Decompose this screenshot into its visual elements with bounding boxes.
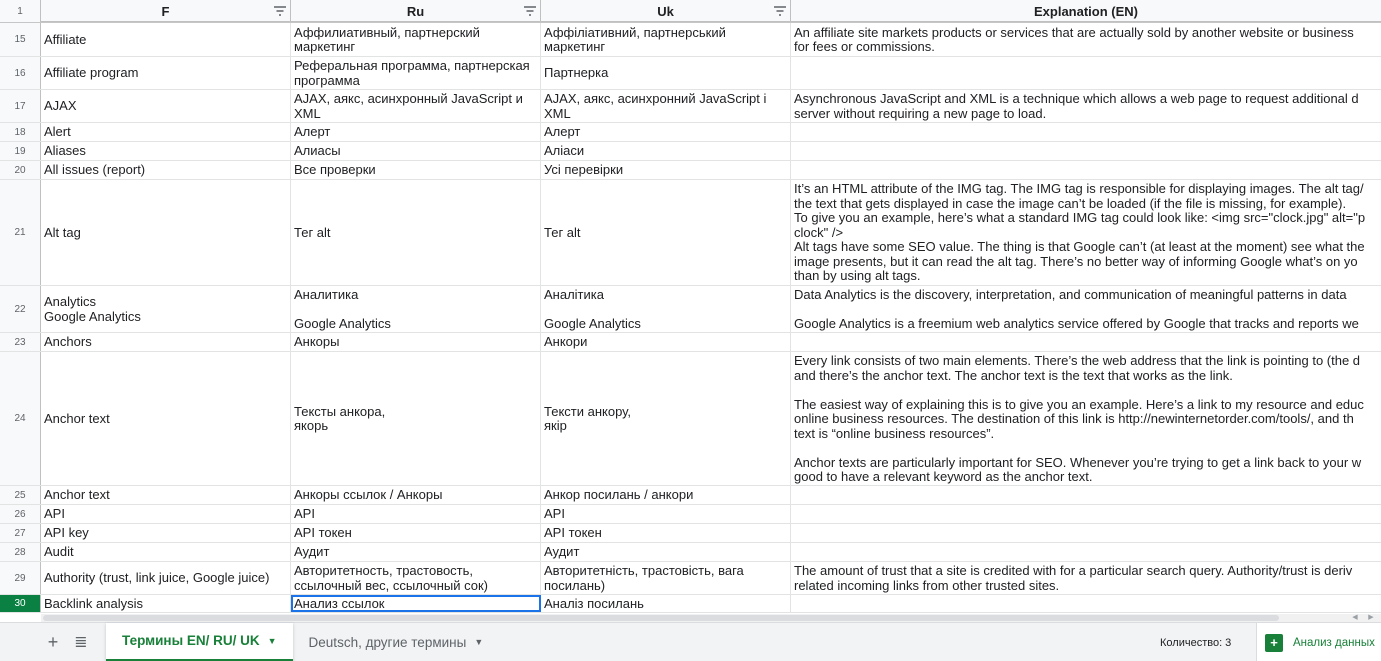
explanation-cell[interactable] [791,123,1381,141]
cell-text: AJAX, аякс, асинхронний JavaScript і XML [544,91,771,121]
cell-text: An affiliate site markets products or services that are actually sold by another website or business for fees or commissions. [794,24,1354,54]
cell-text: Авторитетність, трастовість, вага посилань) [544,563,748,593]
row-number[interactable]: 24 [0,352,41,485]
russian-cell[interactable] [291,333,541,351]
explanation-cell[interactable] [791,57,1381,89]
cell-text: API [294,506,315,522]
row-number[interactable]: 27 [0,524,41,542]
column-header-row [0,0,1381,22]
cell-text: Алерт [294,124,331,140]
term-cell[interactable] [41,286,291,332]
cell-text: Anchors [44,334,92,350]
cell-text: API [544,506,565,522]
cell-text: Тег alt [544,224,581,240]
cell-text: Analytics Google Analytics [44,294,141,324]
term-cell[interactable] [41,352,291,485]
add-sheet-button[interactable]: + [47,631,59,652]
ukrainian-cell[interactable] [541,524,791,542]
table-row [0,142,1381,161]
explanation-cell[interactable] [791,595,1381,612]
row-number[interactable]: 28 [0,543,41,561]
cell-text: Алиасы [294,143,341,159]
explore-icon: + [1265,634,1283,652]
ukrainian-cell[interactable] [541,90,791,122]
cell-text: Audit [44,544,74,560]
cell-text: API токен [294,525,352,541]
table-row [0,543,1381,562]
cell-text: Алерт [544,124,581,140]
term-cell[interactable] [41,524,291,542]
select-all-corner[interactable]: 1 [0,0,41,22]
cell-text: Anchor text [44,410,110,426]
explanation-cell[interactable] [791,23,1381,56]
explanation-cell[interactable] [791,180,1381,285]
selection-count[interactable]: Количество: 3 [1160,636,1232,649]
cell-text: Backlink analysis [44,595,143,611]
term-cell[interactable] [41,123,291,141]
russian-cell[interactable] [291,142,541,160]
ukrainian-cell[interactable] [541,286,791,332]
cell-text: Тег alt [294,224,331,240]
cell-text: Authority (trust, link juice, Google juice) [44,570,270,586]
term-cell[interactable] [41,333,291,351]
term-cell[interactable] [41,142,291,160]
cell-text: It’s an HTML attribute of the IMG tag. The IMG tag is responsible for displaying images. The alt tag/ the text that gets displayed in case the image can’t be loaded (if the file is missing, for example). To give you an example, here’s what a standard IMG tag could look like: <img src="clock.jpg" alt="p clock" /> Alt tags have some SEO value. The thing is that Google can’t (at least at the moment) see what the image presents, but it can read the alt tag. There’s no better way of informing Google what’s on yo than by using alt tags. [794,181,1366,283]
table-row [0,486,1381,505]
row-number[interactable]: 21 [0,180,41,285]
table-row [0,90,1381,123]
cell-text: Реферальная программа, партнерская программа [294,58,534,88]
explore-button[interactable] [1256,623,1381,661]
cell-text: Анализ ссылок [294,595,385,611]
row-number[interactable]: 30 [0,595,41,612]
ukrainian-cell[interactable] [541,352,791,485]
russian-cell[interactable] [291,505,541,523]
data-rows [0,23,1381,613]
sheet-tab-label: Термины EN/ RU/ UK [122,633,260,648]
filter-icon[interactable] [524,6,536,16]
column-header-label: Uk [657,3,674,19]
explanation-cell[interactable] [791,486,1381,504]
explanation-cell[interactable] [791,543,1381,561]
column-header-label: Ru [406,3,425,19]
cell-text: Аліаси [544,143,585,159]
explanation-cell[interactable] [791,505,1381,523]
row-number[interactable]: 18 [0,123,41,141]
term-cell[interactable] [41,180,291,285]
russian-cell[interactable] [291,180,541,285]
ukrainian-cell[interactable] [541,57,791,89]
sheet-tab-deutsch[interactable] [293,623,500,661]
explanation-cell[interactable] [791,161,1381,179]
all-sheets-button[interactable]: ≣ [74,634,88,651]
cell-text: Авторитетность, трастовость, ссылочный вес, ссылочный сок) [294,563,488,593]
filter-icon[interactable] [274,6,286,16]
cell-text: Аналитика Google Analytics [294,287,391,331]
column-header-uk[interactable] [541,0,791,22]
column-header-explanation[interactable] [791,0,1381,22]
table-row [0,562,1381,595]
cell-text: Анкоры ссылок / Анкоры [294,487,443,503]
ukrainian-cell[interactable] [541,486,791,504]
ukrainian-cell[interactable] [541,543,791,561]
scroll-right-icon[interactable]: ▶ [1368,614,1374,621]
explanation-cell[interactable] [791,142,1381,160]
table-row [0,180,1381,286]
term-cell[interactable] [41,543,291,561]
cell-text: Аналіз посилань [544,595,644,611]
table-row [0,123,1381,142]
cell-text: Аффилиативный, партнерский маркетинг [294,24,484,54]
cell-text: Every link consists of two main elements. There’s the web address that the link is pointing to (the d and there’s the anchor text. The anchor text is the text that works as the link. The easiest way of explaining this is to give you an example. Here’s a link to my resource and educ online business resources. The destination of this link is http://newinternetorder.com/tools/, and th text is “online business resources”. Anchor texts are particularly important for SEO. Whenever you’re trying to get a link back to your w good to have a relevant keyword as the anchor text. [794,353,1364,484]
cell-text: Аналітика Google Analytics [544,287,641,331]
chevron-down-icon[interactable]: ▼ [474,637,484,647]
row-number[interactable]: 15 [0,23,41,56]
term-cell[interactable] [41,23,291,56]
cell-text: The amount of trust that a site is credited with for a particular search query. Authority/trust is deriv related incoming links from other trusted sites. [794,563,1353,593]
russian-cell[interactable] [291,286,541,332]
table-row [0,161,1381,180]
ukrainian-cell[interactable] [541,505,791,523]
russian-cell[interactable] [291,595,541,612]
cell-text: Аудит [294,544,330,560]
column-header-label: Explanation (EN) [1033,3,1138,19]
cell-text: API key [44,525,89,541]
table-row [0,286,1381,333]
cell-text: Anchor text [44,487,110,503]
cell-text: API [44,506,65,522]
table-row [0,352,1381,486]
ukrainian-cell[interactable] [541,180,791,285]
term-cell[interactable] [41,90,291,122]
russian-cell[interactable] [291,486,541,504]
cell-text: Все проверки [294,162,376,178]
cell-text: Анкор посилань / анкори [544,487,694,503]
table-row [0,57,1381,90]
ukrainian-cell[interactable] [541,161,791,179]
russian-cell[interactable] [291,524,541,542]
row-number[interactable]: 22 [0,286,41,332]
term-cell[interactable] [41,161,291,179]
horizontal-scrollbar[interactable] [41,614,1381,622]
sheet-tab-terms-en-ru-uk[interactable] [106,623,293,661]
row-number[interactable]: 20 [0,161,41,179]
ukrainian-cell[interactable] [541,142,791,160]
row-number[interactable]: 16 [0,57,41,89]
explanation-cell[interactable] [791,352,1381,485]
chevron-down-icon[interactable]: ▼ [267,635,277,646]
explanation-cell[interactable] [791,562,1381,594]
cell-text: Тексты анкора, якорь [294,403,386,433]
table-row [0,595,1381,613]
sheet-tab-label: Deutsch, другие термины [308,634,467,650]
table-row [0,333,1381,352]
cell-text: Asynchronous JavaScript and XML is a technique which allows a web page to request additional d server without requiring a new page to load. [794,91,1359,121]
cell-text: Affiliate program [44,65,139,81]
cell-text: AJAX, аякс, асинхронный JavaScript и XML [294,91,527,121]
russian-cell[interactable] [291,562,541,594]
table-row [0,23,1381,57]
cell-text: Партнерка [544,65,609,81]
scroll-left-icon[interactable]: ◀ [1352,614,1358,621]
row-number[interactable]: 17 [0,90,41,122]
cell-text: Усі перевірки [544,162,624,178]
row-number[interactable]: 25 [0,486,41,504]
russian-cell[interactable] [291,90,541,122]
term-cell[interactable] [41,505,291,523]
cell-text: Тексти анкору, якір [544,403,631,433]
explanation-cell[interactable] [791,286,1381,332]
row-number[interactable]: 23 [0,333,41,351]
cell-text: Affiliate [44,31,87,47]
russian-cell[interactable] [291,543,541,561]
cell-text: Аудит [544,544,580,560]
table-row [0,524,1381,543]
scrollbar-thumb[interactable] [43,615,1279,621]
column-header-f[interactable] [41,0,291,22]
cell-text: All issues (report) [44,162,146,178]
term-cell[interactable] [41,595,291,612]
russian-cell[interactable] [291,123,541,141]
cell-text: Анкоры [294,334,340,350]
table-row [0,505,1381,524]
russian-cell[interactable] [291,57,541,89]
russian-cell[interactable] [291,23,541,56]
cell-text: API токен [544,525,602,541]
cell-text: Alert [44,124,71,140]
row-number[interactable]: 29 [0,562,41,594]
ukrainian-cell[interactable] [541,123,791,141]
explanation-cell[interactable] [791,90,1381,122]
ukrainian-cell[interactable] [541,23,791,56]
explanation-cell[interactable] [791,333,1381,351]
explanation-cell[interactable] [791,524,1381,542]
column-header-ru[interactable] [291,0,541,22]
ukrainian-cell[interactable] [541,562,791,594]
sheet-tab-bar [0,622,1381,661]
explore-label: Анализ данных [1293,636,1375,649]
row-number[interactable]: 26 [0,505,41,523]
term-cell[interactable] [41,562,291,594]
russian-cell[interactable] [291,352,541,485]
ukrainian-cell[interactable] [541,333,791,351]
cell-text: Анкори [544,334,588,350]
cell-text: Alt tag [44,224,81,240]
cell-text: AJAX [44,98,77,114]
term-cell[interactable] [41,57,291,89]
column-header-label: F [161,3,170,19]
ukrainian-cell[interactable] [541,595,791,612]
cell-text: Aliases [44,143,86,159]
filter-icon[interactable] [774,6,786,16]
cell-text: Data Analytics is the discovery, interpretation, and communication of meaningful patterns in data Google Analytics is a freemium web analytics service offered by Google that tracks and reports we [794,287,1359,331]
row-number[interactable]: 19 [0,142,41,160]
term-cell[interactable] [41,486,291,504]
cell-text: Аффіліативний, партнерський маркетинг [544,24,730,54]
russian-cell[interactable] [291,161,541,179]
